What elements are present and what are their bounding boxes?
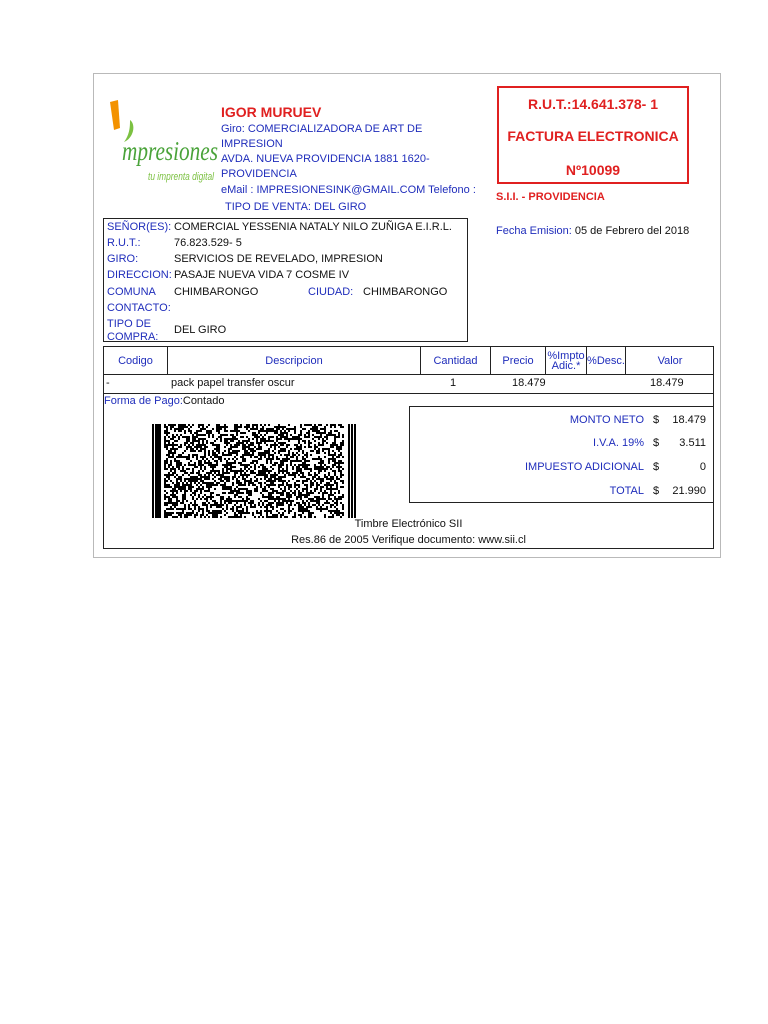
svg-text:mpresiones: mpresiones — [122, 136, 218, 166]
iva-value: 3.511 — [679, 437, 706, 449]
issuer-giro-line1: Giro: COMERCIALIZADORA DE ART DE — [221, 123, 423, 135]
issuer-tipo-venta: TIPO DE VENTA: DEL GIRO — [225, 201, 367, 213]
currency-symbol: $ — [653, 485, 660, 497]
client-ciudad-value: CHIMBARONGO — [363, 286, 448, 298]
client-comuna-value: CHIMBARONGO — [174, 286, 259, 298]
client-comuna-label: COMUNA — [107, 286, 156, 298]
header-desc: %Desc. — [587, 354, 625, 367]
monto-neto-value: 18.479 — [672, 414, 706, 426]
currency-symbol: $ — [653, 414, 660, 426]
monto-neto-label: MONTO NETO — [569, 414, 644, 426]
document-rut: R.U.T.:14.641.378- 1 — [528, 96, 658, 112]
currency-symbol: $ — [653, 461, 660, 473]
row-valor: 18.479 — [650, 377, 684, 389]
total-value: 21.990 — [672, 485, 706, 497]
header-valor: Valor — [657, 354, 683, 367]
document-type: FACTURA ELECTRONICA — [507, 128, 679, 144]
client-direccion-value: PASAJE NUEVA VIDA 7 COSME IV — [174, 269, 350, 281]
timbre-line2: Res.86 de 2005 Verifique documento: www.sii.cl — [291, 534, 526, 546]
svg-text:tu imprenta digital: tu imprenta digital — [148, 171, 215, 183]
client-tipo-compra-value: DEL GIRO — [174, 324, 227, 336]
fecha-value: 05 de Febrero del 2018 — [574, 225, 690, 237]
document-number: Nº10099 — [565, 162, 621, 178]
timbre-line1: Timbre Electrónico SII — [354, 518, 463, 530]
client-ciudad-label: CIUDAD: — [308, 286, 354, 298]
impuesto-adicional-label: IMPUESTO ADICIONAL — [525, 461, 644, 473]
row-descripcion: pack papel transfer oscur — [171, 377, 295, 389]
row-precio: 18.479 — [512, 377, 546, 389]
senor-label: SEÑOR(ES): — [107, 221, 172, 233]
header-impto-line1: %Impto — [547, 349, 585, 362]
forma-pago-value: Contado — [182, 395, 225, 407]
items-header-divider — [104, 374, 713, 375]
client-direccion-label: DIRECCION: — [107, 269, 172, 281]
senor-value: COMERCIAL YESSENIA NATALY NILO ZUÑIGA E.I.R.L. — [174, 221, 452, 233]
row-codigo: - — [106, 377, 110, 389]
client-contacto-label: CONTACTO: — [107, 302, 171, 314]
fecha-emision — [496, 225, 689, 237]
impresiones-logo — [106, 100, 218, 188]
items-table — [103, 346, 714, 394]
header-descripcion: Descripcion — [265, 354, 323, 367]
fecha-label: Fecha Emision: — [496, 225, 572, 237]
header-cantidad: Cantidad — [433, 354, 478, 367]
header-precio: Precio — [502, 354, 534, 367]
currency-symbol: $ — [653, 437, 660, 449]
issuer-giro-line2: IMPRESION — [221, 138, 283, 150]
client-rut-label: R.U.T.: — [107, 237, 141, 249]
client-tipo-compra-label1: TIPO DE — [107, 318, 152, 330]
timbre-barcode — [152, 424, 358, 518]
client-giro-label: GIRO: — [107, 253, 139, 265]
row-cantidad: 1 — [450, 377, 457, 389]
header-codigo: Codigo — [118, 354, 153, 367]
client-rut-value: 76.823.529- 5 — [174, 237, 242, 249]
header-impto — [546, 347, 586, 374]
issuer-name: IGOR MURUEV — [221, 104, 322, 120]
sii-office: S.I.I. - PROVIDENCIA — [496, 191, 605, 203]
client-giro-value: SERVICIOS DE REVELADO, IMPRESION — [174, 253, 383, 265]
forma-pago-label: Forma de Pago: — [104, 395, 183, 407]
issuer-address-line2: PROVIDENCIA — [221, 168, 297, 180]
total-label: TOTAL — [609, 485, 644, 497]
client-tipo-compra-label2: COMPRA: — [107, 331, 159, 343]
forma-pago — [104, 395, 224, 407]
issuer-email: eMail : IMPRESIONESINK@GMAIL.COM Telefono : — [221, 184, 476, 196]
iva-label: I.V.A. 19% — [593, 437, 644, 449]
impuesto-adicional-value: 0 — [699, 461, 706, 473]
issuer-address-line1: AVDA. NUEVA PROVIDENCIA 1881 1620- — [221, 153, 430, 165]
header-impto-line2: Adic.* — [551, 359, 581, 372]
rut-box — [497, 86, 689, 184]
